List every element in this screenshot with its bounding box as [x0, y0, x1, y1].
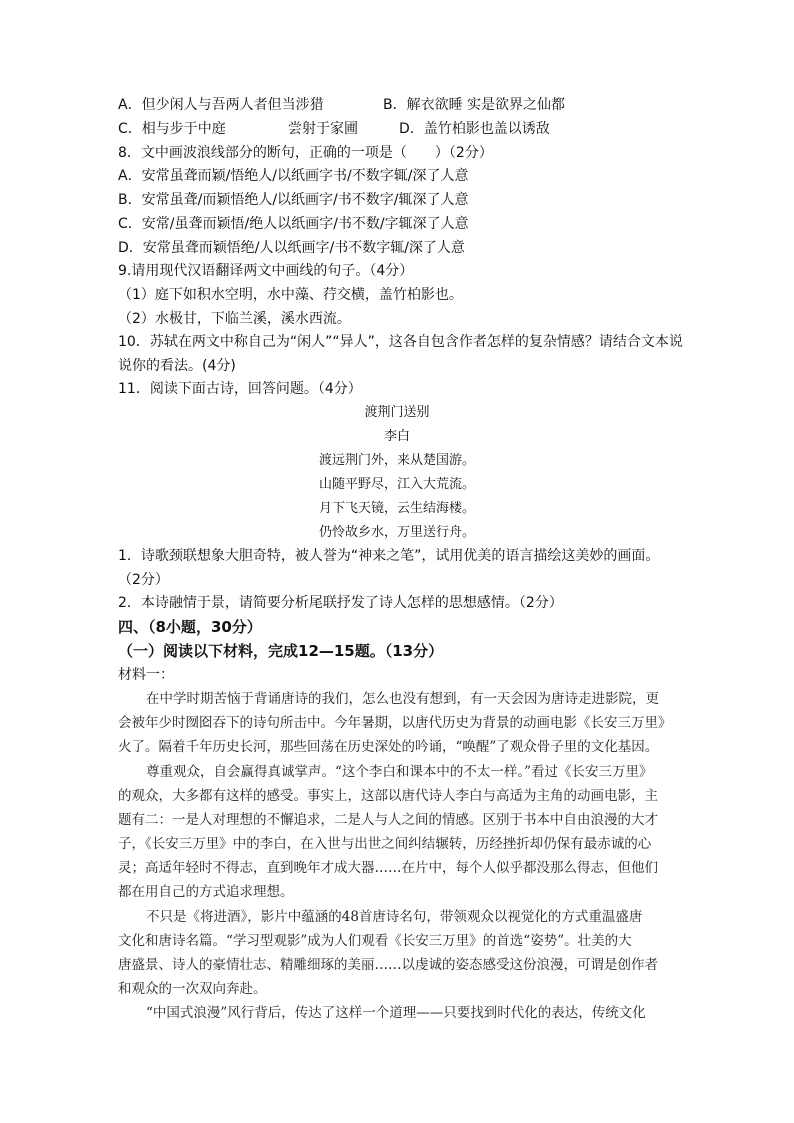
q10-stem-line-1: 10．苏轼在两文中称自己为“闲人”“异人”，这各自包含作者怎样的复杂情感？请结合文本说 — [118, 334, 683, 350]
passage-line: 在中学时期苦恼于背诵唐诗的我们，怎么也没有想到，有一天会因为唐诗走进影院，更 — [146, 691, 659, 707]
poem-line-3: 月下飞天镜，云生结海楼。 — [318, 501, 475, 516]
q7-option-row-1 — [118, 95, 565, 115]
passage-line: 文化和唐诗名篇。“学习型观影”成为人们观看《长安三万里》的首选“姿势”。壮美的大 — [118, 933, 632, 949]
q7-option-c-part1: C．相与步于中庭 — [118, 121, 226, 137]
passage-line: 火了。隔着千年历史长河，那些回荡在历史深处的吟诵，“唤醒”了观众骨子里的文化基因。 — [118, 739, 659, 755]
passage-line: 的观众，大多都有这样的感受。事实上，这部以唐代诗人李白与高适为主角的动画电影，主 — [118, 788, 658, 804]
q7-option-row-2 — [118, 119, 550, 139]
q9-stem: 9.请用现代汉语翻译两文中画线的句子。（4分） — [118, 263, 414, 279]
passage-line: 唐盛景、诗人的豪情壮志、精雕细琢的美丽……以虔诚的姿态感受这份浪漫，可谓是创作者 — [118, 957, 658, 973]
q9-sentence-1: （1）庭下如积水空明，水中藻、荇交横，盖竹柏影也。 — [118, 287, 463, 303]
passage-line: 都在用自己的方式追求理想。 — [118, 884, 294, 900]
q8-stem: 8．文中画波浪线部分的断句，正确的一项是（ ）（2分） — [118, 145, 493, 161]
q7-option-b: B．解衣欲睡 实是欲界之仙都 — [383, 97, 566, 113]
q11-stem: 11．阅读下面古诗，回答问题。（4分） — [118, 381, 362, 397]
q8-option-d: D．安常虽聋而颖悟绝/人以纸画字/书不数字辄/深了人意 — [118, 240, 465, 256]
q8-option-a: A．安常虽聋而颖/悟绝人/以纸画字书/不数字辄/深了人意 — [118, 168, 469, 184]
poem-line-1: 渡远荆门外，来从楚国游。 — [318, 453, 475, 468]
poem-title: 渡荆门送别 — [364, 405, 430, 420]
section-4-subheader: （一）阅读以下材料，完成12—15题。（13分） — [118, 642, 444, 660]
poem-author: 李白 — [383, 429, 410, 444]
poem-line-2: 山随平野尽，江入大荒流。 — [318, 477, 475, 492]
q7-option-a: A．但少闲人与吾两人者但当涉猎 — [118, 97, 324, 113]
q8-option-b: B．安常虽聋/而颖悟绝人/以纸画字/书不数字/辄深了人意 — [118, 192, 469, 208]
q10-stem-line-2: 说你的看法。(4分) — [118, 358, 236, 374]
q8-option-c: C．安常/虽聋而颖悟/绝人以纸画字/书不数/字辄深了人意 — [118, 216, 469, 232]
poem-line-4: 仍怜故乡水，万里送行舟。 — [318, 525, 475, 540]
q11-part1-line-2: （2分） — [118, 572, 169, 588]
material-one-label: 材料一： — [118, 667, 174, 683]
passage-line: 和观众的一次双向奔赴。 — [118, 981, 267, 997]
passage-line: 灵；高适年轻时不得志，直到晚年才成大器……在片中，每个人似乎都没那么得志，但他们 — [118, 860, 658, 876]
q7-option-c-part2: 尝射于家圃 — [288, 121, 358, 137]
passage-line: 子，《长安三万里》中的李白，在入世与出世之间纠结辗转，历经挫折却仍保有最赤诚的心 — [118, 836, 652, 852]
passage-line: “中国式浪漫”风行背后，传达了这样一个道理——只要找到时代化的表达，传统文化 — [146, 1005, 646, 1021]
q7-option-d: D．盖竹柏影也盖以诱敌 — [399, 121, 550, 137]
passage-line: 不只是《将进酒》，影片中蕴涵的48首唐诗名句，带领观众以视觉化的方式重温盛唐 — [146, 909, 643, 925]
q11-part2: 2．本诗融情于景，请简要分析尾联抒发了诗人怎样的思想感情。（2分） — [118, 595, 563, 611]
passage-line: 会被年少时囫囵吞下的诗句所击中。今年暑期，以唐代历史为背景的动画电影《长安三万里》 — [118, 715, 672, 731]
passage-line: 尊重观众，自会赢得真诚掌声。“这个李白和课本中的不太一样。”看过《长安三万里》 — [146, 764, 653, 780]
section-4-header: 四、（8小题，30分） — [118, 618, 262, 636]
q9-sentence-2: （2）水极甘，下临兰溪，溪水西流。 — [118, 311, 351, 327]
passage-line: 题有二：一是人对理想的不懈追求，二是人与人之间的情感。区别于书本中自由浪漫的大才 — [118, 812, 658, 828]
q11-part1-line-1: 1．诗歌颈联想象大胆奇特，被人誉为“神来之笔”，试用优美的语言描绘这美妙的画面。 — [118, 548, 660, 564]
